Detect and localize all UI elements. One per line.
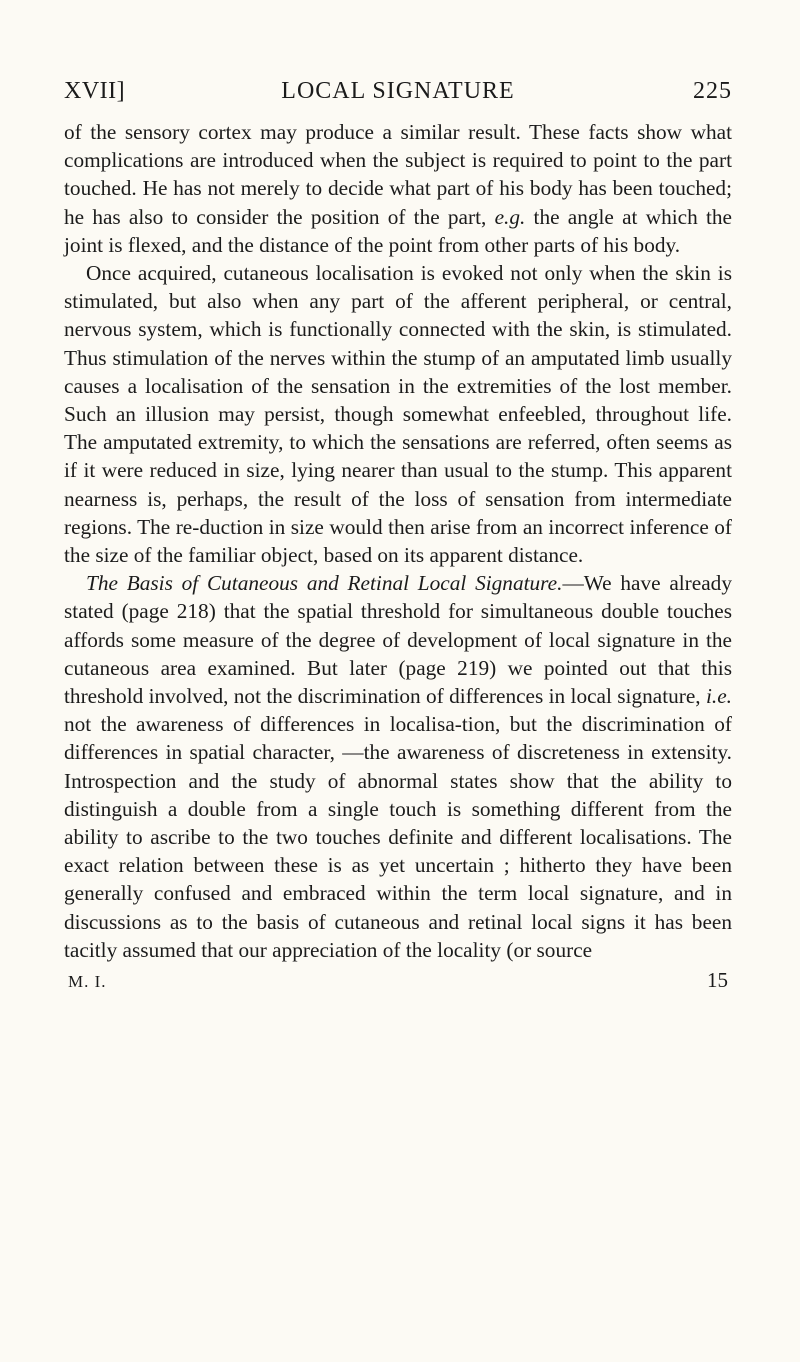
- italic-text: The Basis of Cutaneous and Retinal Local Signature.: [86, 571, 563, 596]
- text-run: the angle at which the joint is flexed, and the distance of the point from other parts of his body.: [64, 204, 732, 257]
- text-run: —We have already stated (page 218) that the spatial threshold for simultaneous double touches affords some measure of the degree of development of local signature in the cutaneous area examined. But later (page 219) we pointed out that this threshold involved, not the discrimination of differences in local signature,: [64, 571, 732, 709]
- italic-text: i.e.: [705, 684, 732, 709]
- sheet-number: 15: [707, 968, 728, 993]
- body-text: [64, 118, 732, 964]
- text-run: of the sensory cortex may produce a similar result. These facts show what complications are introduced when the subject is required to point to the part touched. He has not merely to decide what part of his body has been touched; he has also to consider the position of the part,: [64, 120, 732, 229]
- page-number: 225: [693, 78, 732, 104]
- paragraph: [64, 569, 732, 964]
- paragraph: [64, 118, 732, 259]
- running-head: [64, 78, 732, 118]
- italic-text: e.g.: [494, 204, 526, 229]
- page-footer: [64, 968, 732, 998]
- text-run: not the awareness of differences in localisa-tion, but the discrimination of differences in spatial character, —the awareness of discreteness in extensity. Introspection and the study of abnormal states show that the ability to distinguish a double from a single touch is something different from the ability to ascribe to the two touches definite and different localisations. The exact relation between these is as yet uncertain ; hitherto they have been generally confused and embraced within the term local signature, and in discussions as to the basis of cutaneous and retinal local signs it has been tacitly assumed that our appreciation of the locality (or source: [64, 712, 732, 962]
- paragraph: [64, 259, 732, 569]
- printer-signature: M. I.: [68, 972, 107, 992]
- book-page: [64, 78, 732, 998]
- chapter-marker: XVII]: [64, 78, 126, 104]
- running-title: LOCAL SIGNATURE: [281, 78, 515, 104]
- text-run: Once acquired, cutaneous localisation is evoked not only when the skin is stimulated, but also when any part of the afferent peripheral, or central, nervous system, which is functionally connected with the skin, is stimulated. Thus stimulation of the nerves within the stump of an amputated limb usually causes a localisation of the sensation in the extremities of the lost member. Such an illusion may persist, though somewhat enfeebled, throughout life. The amputated extremity, to which the sensations are referred, often seems as if it were reduced in size, lying nearer than usual to the stump. This apparent nearness is, perhaps, the result of the loss of sensation from intermediate regions. The re-duction in size would then arise from an incorrect inference of the size of the familiar object, based on its apparent distance.: [64, 261, 732, 568]
